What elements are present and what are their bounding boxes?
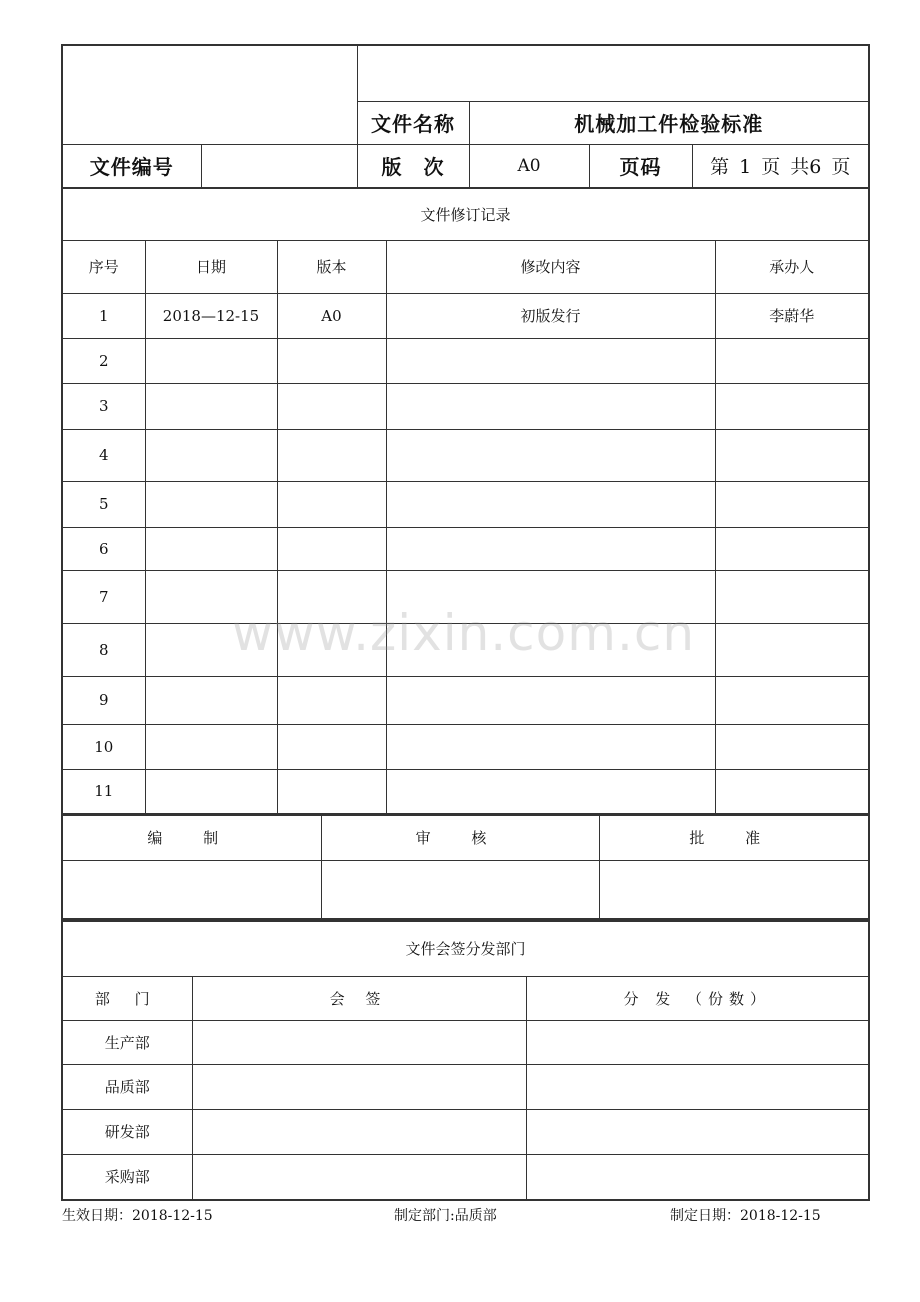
row-content: 初版发行 [386,293,715,338]
col-header-distribute: 分 发 （份数） [526,976,869,1020]
watermark: www.zixin.com.cn [232,604,696,662]
table-row [62,527,869,570]
row-date [145,724,277,769]
department-name: 生产部 [62,1020,192,1064]
table-row [62,383,869,429]
header-blank [357,45,869,101]
approval-table [61,814,870,920]
version-value: A0 [469,144,589,188]
row-content [386,527,715,570]
row-date [145,769,277,814]
row-person [715,429,869,481]
row-date [145,481,277,527]
col-header-content: 修改内容 [386,240,715,293]
row-content [386,481,715,527]
countersign-cell [192,1064,526,1109]
distribute-cell [526,1154,869,1200]
table-row [62,1020,869,1064]
row-date [145,429,277,481]
row-person [715,570,869,623]
row-content [386,429,715,481]
table-row [62,676,869,724]
row-version [277,527,386,570]
row-content [386,676,715,724]
row-version [277,676,386,724]
page-label: 页码 [589,144,692,188]
row-content [386,338,715,383]
row-date: 2018—12-15 [145,293,277,338]
distribution-title: 文件会签分发部门 [62,921,869,976]
table-row [62,769,869,814]
distribute-cell [526,1109,869,1154]
table-row [62,623,869,676]
row-person [715,338,869,383]
row-content [386,769,715,814]
file-name-label: 文件名称 [357,101,469,144]
col-header-version: 版本 [277,240,386,293]
department-name: 采购部 [62,1154,192,1200]
row-person [715,527,869,570]
row-version [277,724,386,769]
row-person [715,481,869,527]
table-row [62,724,869,769]
distribute-cell [526,1020,869,1064]
row-version [277,429,386,481]
logo-area [62,45,357,144]
col-header-no: 序号 [62,240,145,293]
col-header-countersign: 会 签 [192,976,526,1020]
row-person [715,383,869,429]
table-row [62,1109,869,1154]
prepare-label: 编 制 [62,815,321,860]
table-row [62,1064,869,1109]
countersign-cell [192,1154,526,1200]
approve-signature [599,860,869,919]
row-content [386,623,715,676]
row-no: 9 [62,676,145,724]
row-no: 4 [62,429,145,481]
row-person: 李蔚华 [715,293,869,338]
footer-department: 制定部门:品质部 [394,1208,497,1224]
review-signature [321,860,599,919]
row-version [277,481,386,527]
row-date [145,570,277,623]
row-no: 7 [62,570,145,623]
row-no: 6 [62,527,145,570]
countersign-cell [192,1109,526,1154]
row-version: A0 [277,293,386,338]
col-header-department: 部 门 [62,976,192,1020]
row-no: 3 [62,383,145,429]
row-person [715,724,869,769]
revision-table [61,187,870,815]
row-no: 1 [62,293,145,338]
row-version [277,338,386,383]
col-header-person: 承办人 [715,240,869,293]
version-label: 版 次 [357,144,469,188]
row-version [277,570,386,623]
footer-effective-date: 生效日期：2018-12-15 [62,1208,213,1224]
table-row [62,481,869,527]
row-version [277,623,386,676]
row-version [277,769,386,814]
row-content [386,570,715,623]
row-date [145,383,277,429]
row-date [145,676,277,724]
row-no: 5 [62,481,145,527]
row-date [145,527,277,570]
prepare-signature [62,860,321,919]
table-row [62,429,869,481]
header-table [61,44,870,189]
col-header-date: 日期 [145,240,277,293]
row-version [277,383,386,429]
department-name: 品质部 [62,1064,192,1109]
row-person [715,769,869,814]
department-name: 研发部 [62,1109,192,1154]
row-person [715,676,869,724]
distribute-cell [526,1064,869,1109]
row-content [386,724,715,769]
file-no-label: 文件编号 [62,144,201,188]
row-no: 11 [62,769,145,814]
table-row [62,293,869,338]
row-person [715,623,869,676]
row-no: 2 [62,338,145,383]
file-no-value [201,144,357,188]
row-no: 10 [62,724,145,769]
approve-label: 批 准 [599,815,869,860]
revision-title: 文件修订记录 [62,188,869,240]
footer-made-date: 制定日期：2018-12-15 [670,1208,821,1224]
row-content [386,383,715,429]
distribution-table [61,920,870,1201]
page-value: 第 1 页 共6 页 [692,144,869,188]
countersign-cell [192,1020,526,1064]
table-row [62,338,869,383]
row-no: 8 [62,623,145,676]
table-row [62,570,869,623]
table-row [62,1154,869,1200]
row-date [145,623,277,676]
review-label: 审 核 [321,815,599,860]
row-date [145,338,277,383]
file-name-value: 机械加工件检验标准 [469,101,869,144]
